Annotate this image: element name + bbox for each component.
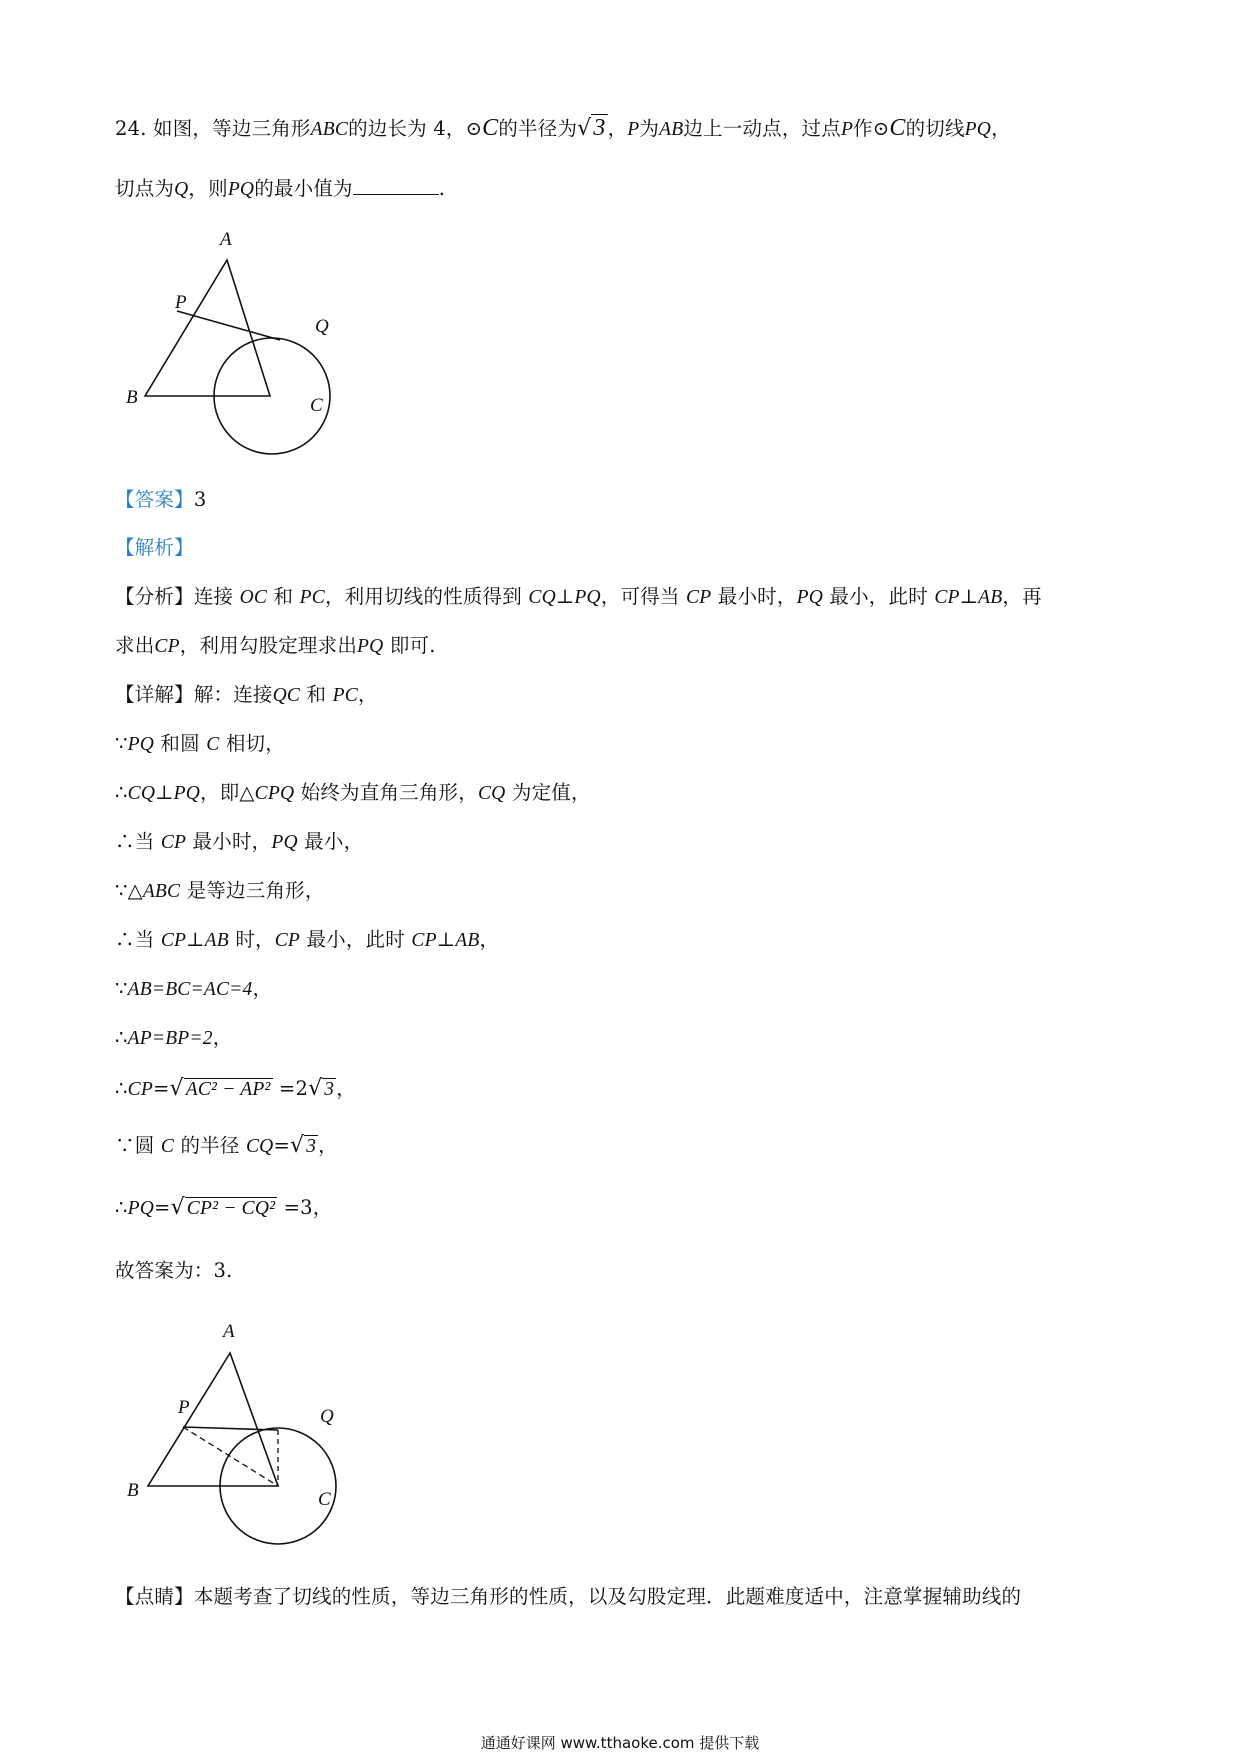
fenxi-line-1: 【分析】连接 OC 和 PC，利用切线的性质得到 CQ⊥PQ，可得当 CP 最小时，PQ 最小，此时 CP⊥AB，再: [115, 585, 1042, 608]
detail-line-7: ∵AB=BC=AC=4，: [115, 977, 273, 1000]
dashed-pc: [183, 1427, 278, 1486]
answer-line: 【答案】3: [115, 488, 207, 511]
figure-1: [120, 225, 380, 460]
detail-line-12: 故答案为：3.: [115, 1259, 233, 1282]
triangle-abc-2: [148, 1353, 278, 1486]
fenxi-line-2: 求出CP，利用勾股定理求出PQ 即可.: [115, 634, 436, 657]
detail-line-1: 【详解】解：连接QC 和 PC，: [115, 683, 378, 706]
question-line-2: 切点为Q，则PQ的最小值为 .: [115, 177, 446, 200]
detail-line-5: ∵△ABC 是等边三角形，: [115, 879, 325, 902]
label-a-2: A: [223, 1321, 235, 1342]
sqrt-ac-ap: √ AC² − AP²: [169, 1076, 271, 1101]
question-line-1: 24. 如图，等边三角形ABC的边长为 4，⊙C的半径为√3 ，P为AB边上一动点，过点P作⊙C的切线PQ，: [115, 115, 1011, 141]
sqrt-cp-cq: √ CP² − CQ²: [170, 1195, 276, 1220]
sqrt-3: √3: [577, 115, 606, 141]
label-p: P: [175, 292, 187, 313]
label-b-2: B: [127, 1480, 139, 1501]
detail-line-2: ∵PQ 和圆 C 相切，: [115, 732, 285, 755]
sqrt-3-b: √ 3: [308, 1076, 335, 1101]
detail-line-4: ∴当 CP 最小时，PQ 最小，: [115, 830, 364, 853]
answer-blank: [353, 176, 439, 195]
label-q-2: Q: [320, 1406, 334, 1427]
detail-line-11: ∴PQ=√ CP² − CQ² =3，: [115, 1195, 333, 1220]
detail-line-8: ∴AP=BP=2，: [115, 1026, 233, 1049]
analysis-tag: 【解析】: [115, 536, 194, 559]
detail-line-10: ∵圆 C 的半径 CQ=√ 3 ，: [115, 1133, 338, 1158]
detail-line-3: ∴CQ⊥PQ，即△CPQ 始终为直角三角形，CQ 为定值，: [115, 781, 591, 804]
detail-line-9: ∴CP=√ AC² − AP² =2√ 3 ，: [115, 1076, 356, 1101]
figure-2: [120, 1315, 400, 1560]
footer: 通通好课网 www.tthaoke.com 提供下载: [480, 1734, 760, 1752]
label-c: C: [310, 395, 323, 416]
tangent-pq: [177, 311, 280, 340]
label-c-2: C: [318, 1489, 331, 1510]
triangle-abc: [145, 260, 270, 396]
label-b: B: [126, 387, 138, 408]
label-q: Q: [315, 316, 329, 337]
dianjing-line: 【点睛】本题考查了切线的性质，等边三角形的性质，以及勾股定理．此题难度适中，注意掌握辅助线的: [115, 1585, 1022, 1608]
sqrt-3-c: √ 3: [290, 1133, 317, 1158]
detail-line-6: ∴当 CP⊥AB 时，CP 最小，此时 CP⊥AB，: [115, 928, 500, 951]
label-a: A: [220, 229, 232, 250]
label-p-2: P: [178, 1397, 190, 1418]
tangent-pq-2: [183, 1427, 278, 1430]
